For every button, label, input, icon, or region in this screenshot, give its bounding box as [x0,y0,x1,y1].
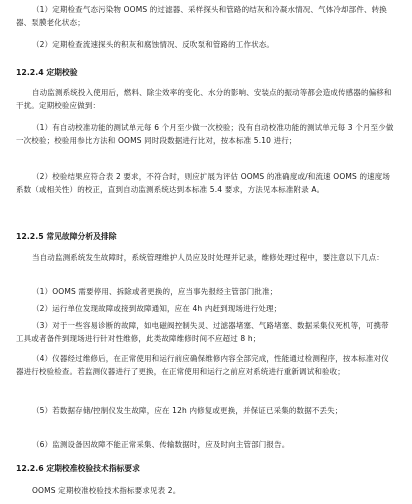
paragraph-top-2: （2）定期检查流速探头的积灰和腐蚀情况、反吹泵和管路的工作状态。 [32,40,275,49]
paragraph-12-2-5-item-5: （5）若数据存储/控制仪发生故障，应在 12h 内修复或更换，并保证已采集的数据不丢失； [32,406,343,415]
paragraph-12-2-5-intro: 当自动监测系统发生故障时，系统管理维护人员应及时处理并记录，维修处理过程中，要注意以下几点： [32,253,384,262]
paragraph-12-2-5-item-2: （2）运行单位发现故障或接到故障通知，应在 4h 内赶到现场进行处理； [32,304,282,313]
paragraph-12-2-5-item-4: （4）仪器经过维修后，在正常使用和运行前应确保维修内容全部完成，性能通过检测程序，按本标准对仪器进行校验检查。若监测仪器进行了更换，在正常使用和运行之前应对系统进行重新调试和验收； [16,354,389,377]
section-heading-12-2-4: 12.2.4 定期校验 [16,68,78,77]
paragraph-12-2-5-item-1: （1）OOMS 需要停用、拆除或者更换的，应当事先报经主管部门批准； [32,287,278,296]
paragraph-12-2-4-intro: 自动监测系统投入使用后，燃料、除尘效率的变化、水分的影响、安装点的振动等都会造成传感器的偏移和干扰。定期校验应做到： [16,88,392,111]
section-heading-12-2-6: 12.2.6 定期校准校验技术指标要求 [16,464,140,473]
paragraph-12-2-4-item-1: （1）有自动校准功能的测试单元每 6 个月至少做一次校验；没有自动校准功能的测试单元每 3 个月至少做一次校验；校验用参比方法和 OOMS 同时段数据进行比对，按本标准 5.10 进行； [16,123,394,146]
paragraph-12-2-6: OOMS 定期校准校验技术指标要求见表 2。 [32,486,181,495]
paragraph-12-2-4-item-2: （2）校验结果应符合表 2 要求，不符合时，则应扩展为评估 OOMS 的准确度或/和流速 OOMS 的速度场系数（或相关性）的校正，直到自动监测系统达到本标准 5.4 要求，方法见本标准附录 A。 [16,172,391,195]
paragraph-12-2-5-item-6: （6）监测设备因故障不能正常采集、传输数据时，应及时向主管部门报告。 [32,440,290,449]
paragraph-12-2-5-item-3: （3）对于一些容易诊断的故障，如电磁阀控制失灵、过滤器堵塞、气路堵塞、数据采集仪死机等，可携带工具或者备件到现场进行针对性维修，此类故障维修时间不应超过 8 h； [16,321,389,344]
paragraph-top-1: （1）定期检查气态污染物 OOMS 的过滤器、采样探头和管路的结灰和冷凝水情况、气体冷却部件、转换器、泵膜老化状态； [16,5,387,28]
section-heading-12-2-5: 12.2.5 常见故障分析及排除 [16,232,117,241]
